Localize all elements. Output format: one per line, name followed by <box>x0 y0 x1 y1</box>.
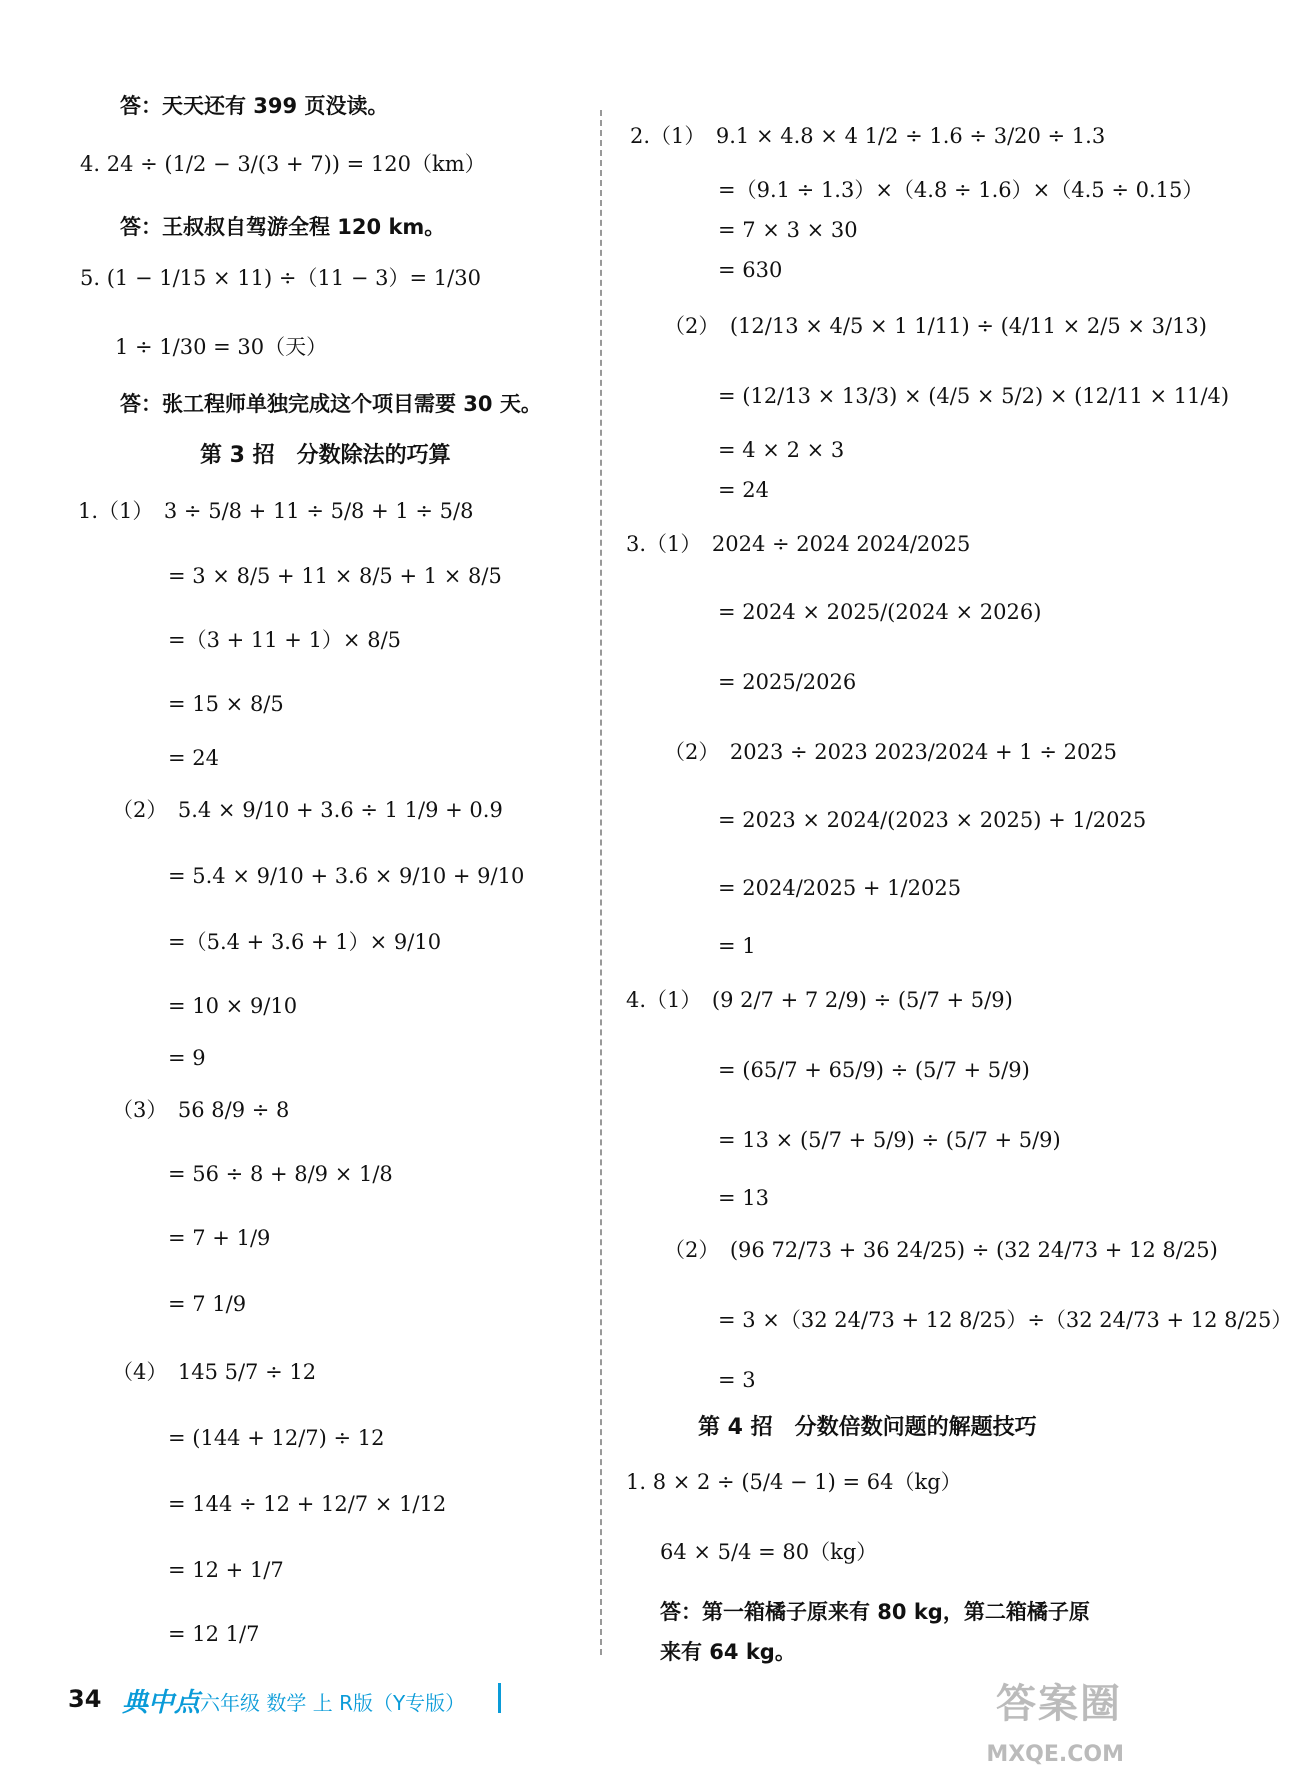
answer-line: 答：张工程师单独完成这个项目需要 30 天。 <box>120 392 542 416</box>
problem-line: （2） 5.4 × 9/10 + 3.6 ÷ 1 1/9 + 0.9 <box>112 798 503 822</box>
problem-line: （4） 145 5/7 ÷ 12 <box>112 1360 317 1384</box>
step-line: = 3 × 8/5 + 11 × 8/5 + 1 × 8/5 <box>168 564 502 588</box>
book-title: 六年级 数学 上 R版（Y专版） <box>200 1691 466 1715</box>
step-line: = 7 × 3 × 30 <box>718 218 858 242</box>
step-line: = 56 ÷ 8 + 8/9 × 1/8 <box>168 1162 393 1186</box>
section-heading: 第 4 招 分数倍数问题的解题技巧 <box>698 1415 1037 1440</box>
footer-accent-bar <box>498 1683 501 1713</box>
step-line: = 13 <box>718 1186 769 1210</box>
step-line: = 630 <box>718 258 783 282</box>
step-line: = 3 <box>718 1368 756 1392</box>
step-line: = 12 1/7 <box>168 1622 260 1646</box>
column-divider <box>600 110 602 1655</box>
step-line: =（5.4 + 3.6 + 1）× 9/10 <box>168 930 442 954</box>
step-line: = 2025/2026 <box>718 670 857 694</box>
step-line: = (144 + 12/7) ÷ 12 <box>168 1426 385 1450</box>
problem-line: 4. 24 ÷ (1/2 − 3/(3 + 7)) = 120（km） <box>80 152 486 176</box>
section-heading: 第 3 招 分数除法的巧算 <box>200 443 451 468</box>
problem-line: 4.（1） (9 2/7 + 7 2/9) ÷ (5/7 + 5/9) <box>626 988 1013 1012</box>
step-line: = 15 × 8/5 <box>168 692 284 716</box>
problem-line: （2） 2023 ÷ 2023 2023/2024 + 1 ÷ 2025 <box>664 740 1118 764</box>
step-line: 64 × 5/4 = 80（kg） <box>660 1540 878 1564</box>
step-line: = 2024 × 2025/(2024 × 2026) <box>718 600 1042 624</box>
step-line: = 13 × (5/7 + 5/9) ÷ (5/7 + 5/9) <box>718 1128 1061 1152</box>
step-line: = 4 × 2 × 3 <box>718 438 845 462</box>
watermark-url: MXQE.COM <box>986 1742 1124 1767</box>
step-line: = 24 <box>718 478 769 502</box>
answer-line: 答：王叔叔自驾游全程 120 km。 <box>120 215 446 239</box>
step-line: = 24 <box>168 746 219 770</box>
step-line: = 2024/2025 + 1/2025 <box>718 876 962 900</box>
page-number: 34 <box>68 1685 102 1713</box>
step-line: = 9 <box>168 1046 206 1070</box>
step-line: = (65/7 + 65/9) ÷ (5/7 + 5/9) <box>718 1058 1030 1082</box>
brand-logo: 典中点 <box>122 1688 201 1718</box>
step-line: =（3 + 11 + 1）× 8/5 <box>168 628 401 652</box>
step-line: = (12/13 × 13/3) × (4/5 × 5/2) × (12/11 × 11/4) <box>718 384 1230 408</box>
problem-line: （2） (96 72/73 + 36 24/25) ÷ (32 24/73 + 12 8/25) <box>664 1238 1218 1262</box>
answer-line: 来有 64 kg。 <box>660 1640 796 1664</box>
step-line: = 144 ÷ 12 + 12/7 × 1/12 <box>168 1492 447 1516</box>
step-line: 1 ÷ 1/30 = 30（天） <box>115 335 328 359</box>
step-line: = 2023 × 2024/(2023 × 2025) + 1/2025 <box>718 808 1147 832</box>
step-line: = 1 <box>718 934 756 958</box>
answer-line: 答：天天还有 399 页没读。 <box>120 94 389 118</box>
step-line: = 7 1/9 <box>168 1292 247 1316</box>
problem-line: 1.（1） 3 ÷ 5/8 + 11 ÷ 5/8 + 1 ÷ 5/8 <box>78 499 474 523</box>
problem-line: 5. (1 − 1/15 × 11) ÷（11 − 3）= 1/30 <box>80 266 481 290</box>
problem-line: （2） (12/13 × 4/5 × 1 1/11) ÷ (4/11 × 2/5 × 3/13) <box>664 314 1207 338</box>
step-line: = 12 + 1/7 <box>168 1558 284 1582</box>
step-line: =（9.1 ÷ 1.3）×（4.8 ÷ 1.6）×（4.5 ÷ 0.15） <box>718 178 1204 202</box>
problem-line: （3） 56 8/9 ÷ 8 <box>112 1098 290 1122</box>
problem-line: 2.（1） 9.1 × 4.8 × 4 1/2 ÷ 1.6 ÷ 3/20 ÷ 1.3 <box>630 124 1106 148</box>
problem-line: 1. 8 × 2 ÷ (5/4 − 1) = 64（kg） <box>626 1470 962 1494</box>
problem-line: 3.（1） 2024 ÷ 2024 2024/2025 <box>626 532 971 556</box>
step-line: = 7 + 1/9 <box>168 1226 271 1250</box>
step-line: = 5.4 × 9/10 + 3.6 × 9/10 + 9/10 <box>168 864 525 888</box>
step-line: = 3 ×（32 24/73 + 12 8/25）÷（32 24/73 + 12 8/25） <box>718 1308 1292 1332</box>
watermark-logo: 答案圈 <box>996 1681 1122 1727</box>
answer-line: 答：第一箱橘子原来有 80 kg，第二箱橘子原 <box>660 1600 1090 1624</box>
step-line: = 10 × 9/10 <box>168 994 298 1018</box>
